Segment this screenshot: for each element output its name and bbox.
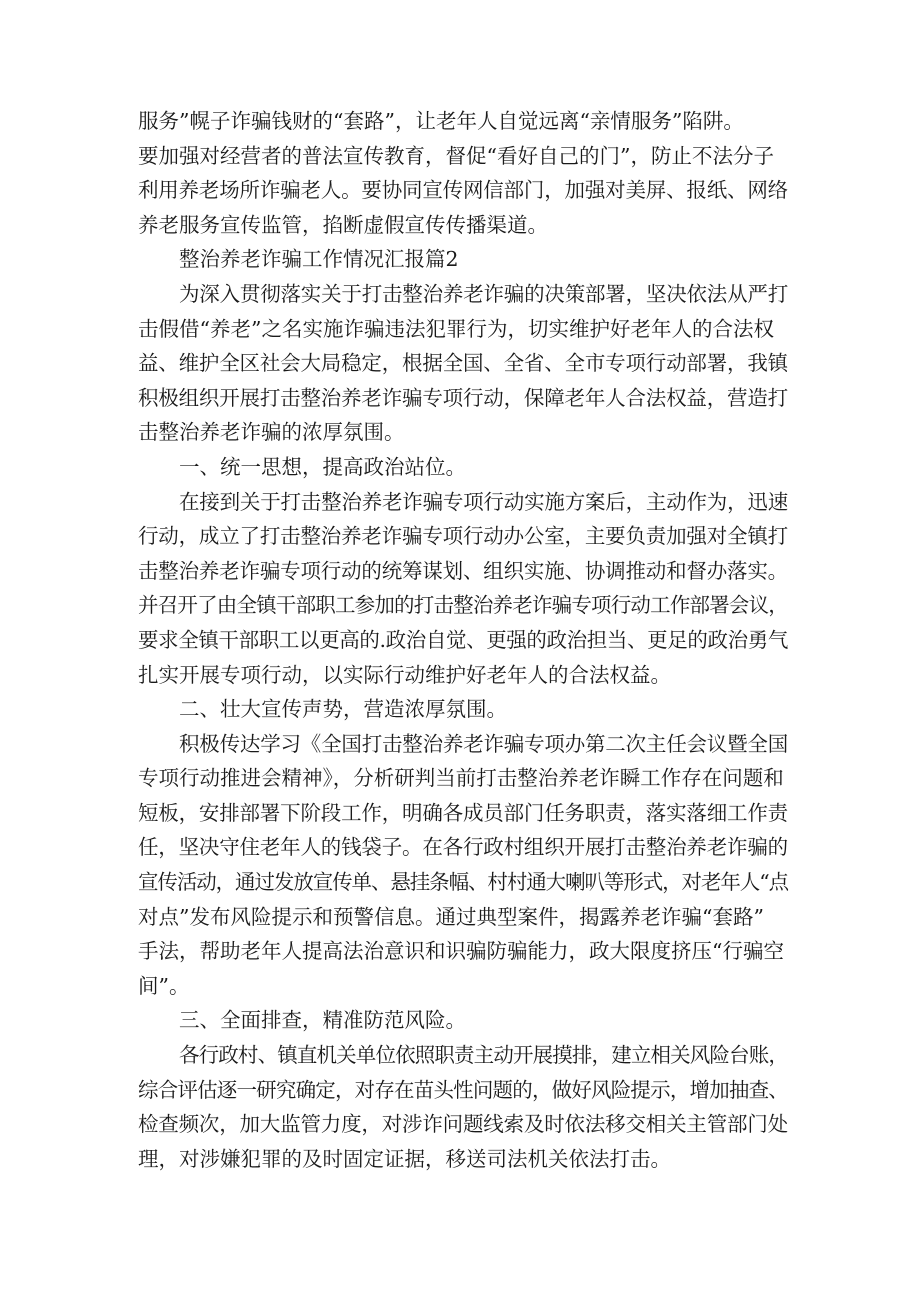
text-line: 击整治养老诈骗的浓厚氛围。	[138, 420, 405, 445]
text-line: 服务”幌子诈骗钱财的“套路”，让老年人自觉远离“亲情服务”陷阱。	[138, 109, 744, 133]
text-line: 短板，安排部署下阶段工作，明确各成员部门任务职责，落实落细工作责	[138, 800, 788, 825]
text-line: 间”。	[138, 973, 190, 998]
text-line: 养老服务宣传监管，掐断虚假宣传传播渠道。	[138, 212, 548, 237]
text-line: 手法，帮助老年人提高法治意识和识骗防骗能力，政大限度挤压“行骗空	[138, 939, 784, 964]
text-line: 二、壮大宣传声势，营造浓厚氛围。	[179, 697, 507, 722]
text-line: 任，坚决守住老年人的钱袋子。在各行政村组织开展打击整治养老诈骗的	[138, 835, 788, 860]
document-body	[138, 104, 788, 1176]
text-line: 宣传活动，通过发放宣传单、悬挂条幅、村村通大喇叭等形式，对老年人“点	[138, 870, 788, 895]
text-line: 击假借“养老”之名实施诈骗违法犯罪行为，切实维护好老年人的合法权	[138, 316, 774, 341]
text-line: 检查频次，加大监管力度，对涉诈问题线索及时依法移交相关主管部门处	[138, 1112, 788, 1137]
text-line: 为深入贯彻落实关于打击整治养老诈骗的决策部署，坚决依法从严打	[179, 281, 788, 306]
text-line: 利用养老场所诈骗老人。要协同宣传网信部门，加强对美屏、报纸、网络	[138, 178, 788, 203]
text-line: 专项行动推进会精神》，分析研判当前打击整治养老诈瞬工作存在问题和	[138, 766, 784, 791]
text-line: 整治养老诈骗工作情况汇报篇2	[179, 247, 459, 272]
text-line: 各行政村、镇直机关单位依照职责主动开展摸排，建立相关风险台账，	[179, 1043, 788, 1068]
text-line: 在接到关于打击整治养老诈骗专项行动实施方案后，主动作为，迅速	[179, 489, 788, 514]
text-line: 积极组织开展打击整治养老诈骗专项行动，保障老年人合法权益，营造打	[138, 385, 788, 410]
text-line: 并召开了由全镇干部职工参加的打击整治养老诈骗专项行动工作部署会议，	[138, 593, 788, 618]
text-line: 对点”发布风险提示和预警信息。通过典型案件，揭露养老诈骗“套路”	[138, 904, 764, 929]
text-line: 积极传达学习《全国打击整治养老诈骗专项办第二次主任会议暨全国	[179, 731, 788, 756]
text-line: 要求全镇干部职工以更高的.政治自觉、更强的政治担当、更足的政治勇气	[138, 627, 788, 652]
text-line: 三、全面排查，精准防范风险。	[179, 1008, 466, 1033]
text-line: 行动，成立了打击整治养老诈骗专项行动办公室，主要负责加强对全镇打	[138, 524, 788, 549]
text-line: 综合评估逐一研究确定，对存在苗头性问题的，做好风险提示，增加抽查、	[138, 1077, 788, 1102]
text-line: 理，对涉嫌犯罪的及时固定证据，移送司法机关依法打击。	[138, 1146, 671, 1171]
text-line: 扎实开展专项行动，以实际行动维护好老年人的合法权益。	[138, 662, 671, 687]
text-line: 击整治养老诈骗专项行动的统筹谋划、组织实施、协调推动和督办落实。	[138, 558, 788, 583]
text-line: 要加强对经营者的普法宣传教育，督促“看好自己的门”，防止不法分子	[138, 143, 774, 168]
text-line: 一、统一思想，提高政治站位。	[179, 454, 466, 479]
text-line: 益、维护全区社会大局稳定，根据全国、全省、全市专项行动部署，我镇	[138, 351, 788, 376]
